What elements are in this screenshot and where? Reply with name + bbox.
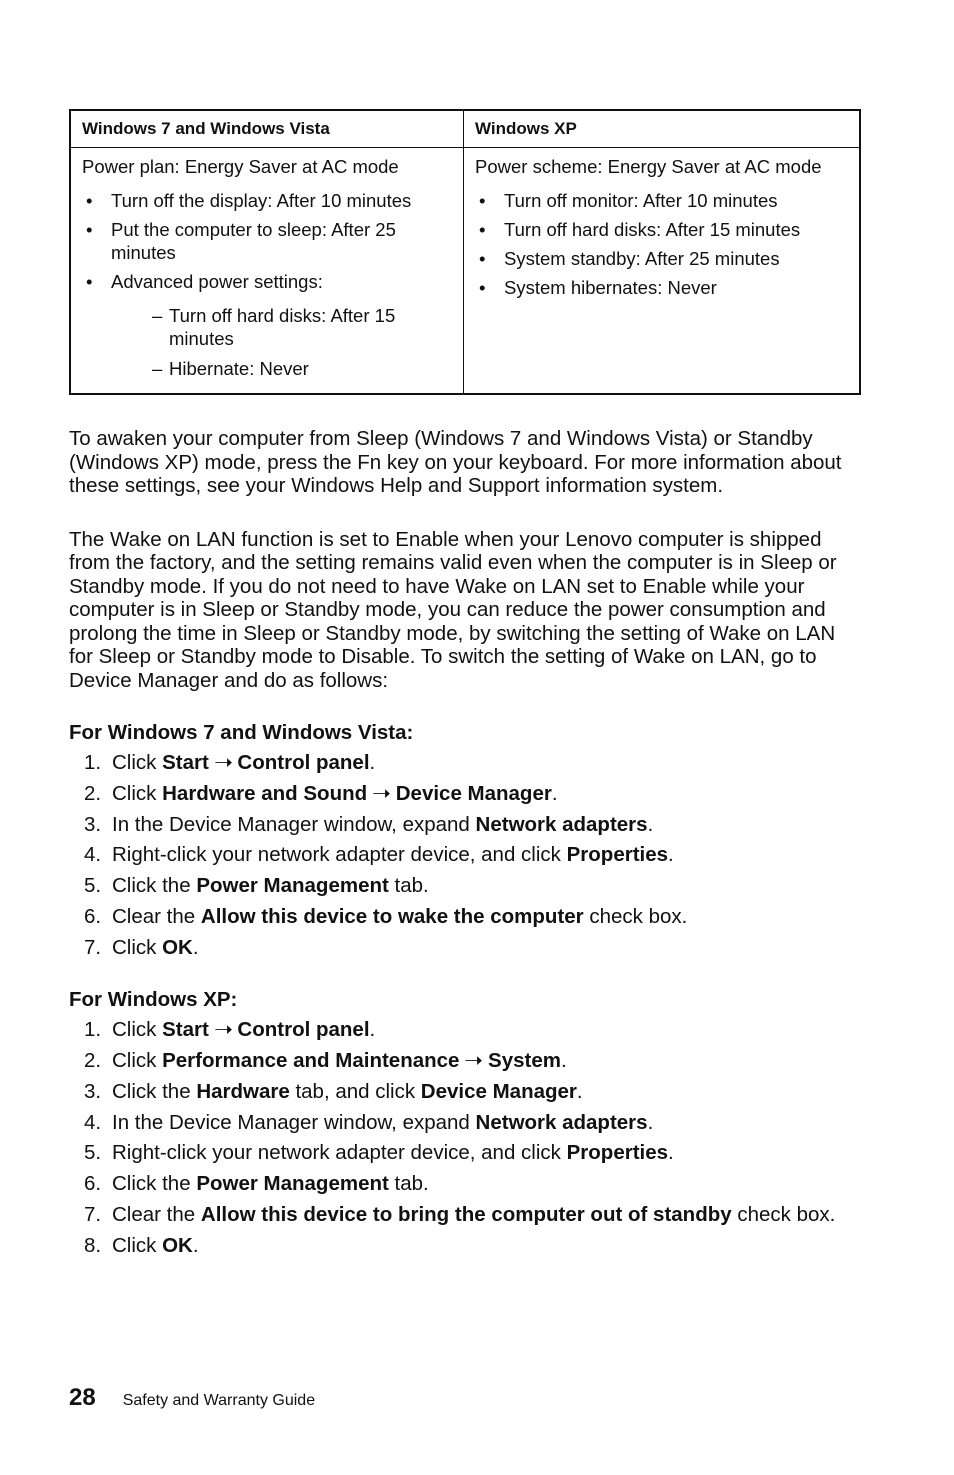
step-text: Click <box>112 1233 163 1257</box>
step-text: tab. <box>388 1172 429 1196</box>
power-scheme-title: Power scheme: Energy Saver at AC mode <box>475 156 822 177</box>
cell-windows-xp <box>464 148 861 395</box>
step-text: . <box>668 843 674 867</box>
step-bold: Power Management <box>196 1172 389 1196</box>
step-number: 4. <box>84 843 102 867</box>
step-text: Click the <box>112 1172 197 1196</box>
step-text: Right-click your network adapter device, and click <box>112 1141 567 1165</box>
power-plan-list <box>82 189 453 380</box>
step-text: Click <box>112 751 163 774</box>
step-bold: Allow this device to bring the computer out of standby <box>200 1203 732 1227</box>
step-number: 5. <box>84 1141 102 1165</box>
step-text: tab, and click <box>289 1079 421 1103</box>
document-title: Safety and Warranty Guide <box>122 1392 316 1409</box>
step-bold: System <box>488 1049 561 1073</box>
step-item <box>69 813 861 837</box>
step-number: 7. <box>84 935 102 959</box>
cell-windows-7-vista <box>70 148 464 395</box>
step-text: . <box>192 1233 199 1257</box>
step-number: 8. <box>84 1233 102 1257</box>
step-number: 6. <box>84 904 102 928</box>
page-content <box>69 109 861 1265</box>
step-text: Click <box>112 1049 163 1073</box>
step-text: In the Device Manager window, expand <box>112 812 476 836</box>
step-bold: Start <box>162 751 209 774</box>
table-row <box>70 148 860 395</box>
step-text: Click <box>112 935 163 959</box>
step-text: check box. <box>731 1203 836 1227</box>
list-item <box>82 270 453 380</box>
step-bold: Hardware and Sound <box>162 781 368 805</box>
list-item: • Turn off the display: After 10 minutes <box>82 189 453 212</box>
step-text: Click the <box>112 1079 197 1103</box>
step-bold: Start <box>162 1018 209 1042</box>
step-bold: Network adapters <box>475 1110 648 1134</box>
step-bold: Control panel <box>237 751 370 774</box>
power-settings-table <box>69 109 861 395</box>
step-text: Clear the <box>112 1203 201 1227</box>
step-text: . <box>560 1049 567 1073</box>
step-bold: Properties <box>566 1141 669 1165</box>
table-header-row <box>70 110 860 148</box>
step-text: . <box>369 1018 376 1042</box>
step-text: . <box>369 751 376 774</box>
step-bold: Hardware <box>196 1079 290 1103</box>
step-item <box>69 782 861 806</box>
awaken-paragraph: To awaken your computer from Sleep (Windows 7 and Windows Vista) or Standby (Windows XP) mode, press the Fn key on your keyboard. For more information about these settings, see your Windows Help and Support information system. <box>69 427 842 497</box>
step-bold: Properties <box>566 843 669 867</box>
list-item-label: Advanced power settings: <box>111 271 323 292</box>
step-item <box>69 1049 861 1073</box>
list-item: • System standby: After 25 minutes <box>475 247 849 270</box>
sub-list-item: – Hibernate: Never <box>111 357 453 380</box>
step-bold: Allow this device to wake the computer <box>200 904 584 928</box>
step-number: 1. <box>84 751 102 774</box>
step-text: Click <box>112 781 163 805</box>
step-bold: Performance and Maintenance <box>162 1049 460 1073</box>
step-bold: Network adapters <box>475 812 648 836</box>
list-item: • Put the computer to sleep: After 25 minutes <box>82 218 453 264</box>
step-item <box>69 1080 861 1104</box>
power-scheme-list <box>475 189 849 299</box>
step-bold: Device Manager <box>395 781 552 805</box>
step-number: 7. <box>84 1203 102 1227</box>
step-number: 1. <box>84 1018 102 1042</box>
step-item <box>69 1141 861 1165</box>
step-item <box>69 905 861 929</box>
step-number: 2. <box>84 781 102 805</box>
section-heading-windows-xp: For Windows XP: <box>69 988 238 1012</box>
step-item <box>69 1203 861 1227</box>
step-item <box>69 874 861 898</box>
page-footer <box>69 1384 315 1412</box>
step-bold: Control panel <box>237 1018 370 1042</box>
step-text: . <box>576 1079 583 1103</box>
list-item: • Turn off monitor: After 10 minutes <box>475 189 849 212</box>
list-item: • System hibernates: Never <box>475 276 849 299</box>
step-text: . <box>551 781 558 805</box>
advanced-settings-list <box>111 304 453 380</box>
step-number: 6. <box>84 1172 102 1196</box>
power-plan-title: Power plan: Energy Saver at AC mode <box>82 156 399 177</box>
arrow-right-icon: ➝ <box>371 781 391 805</box>
list-item: • Turn off hard disks: After 15 minutes <box>475 218 849 241</box>
step-item <box>69 1234 861 1258</box>
header-windows-7-vista: Windows 7 and Windows Vista <box>70 110 464 148</box>
step-number: 3. <box>84 812 102 836</box>
step-text: Clear the <box>112 904 201 928</box>
step-text: . <box>192 935 199 959</box>
step-text: . <box>668 1141 674 1165</box>
step-text: check box. <box>583 904 688 928</box>
step-text: tab. <box>388 874 429 898</box>
arrow-right-icon: ➝ <box>213 751 233 774</box>
step-text: Right-click your network adapter device, and click <box>112 843 567 867</box>
step-text: . <box>647 812 654 836</box>
sub-list-item: – Turn off hard disks: After 15 minutes <box>111 304 453 350</box>
step-bold: OK <box>162 1233 193 1257</box>
step-item <box>69 751 861 775</box>
step-text: Click the <box>112 874 197 898</box>
steps-windows-xp <box>69 1018 861 1257</box>
step-item <box>69 1018 861 1042</box>
step-number: 5. <box>84 874 102 898</box>
step-number: 3. <box>84 1079 102 1103</box>
arrow-right-icon: ➝ <box>213 1018 233 1042</box>
arrow-right-icon: ➝ <box>464 1049 484 1073</box>
step-number: 2. <box>84 1049 102 1073</box>
step-item <box>69 843 861 867</box>
step-number: 4. <box>84 1110 102 1134</box>
section-heading-windows-7-vista: For Windows 7 and Windows Vista: <box>69 721 414 744</box>
step-bold: Power Management <box>196 874 389 898</box>
step-item <box>69 1111 861 1135</box>
step-item <box>69 936 861 960</box>
step-text: . <box>647 1110 654 1134</box>
steps-windows-7-vista <box>69 751 861 959</box>
step-text: In the Device Manager window, expand <box>112 1110 476 1134</box>
wake-on-lan-paragraph: The Wake on LAN function is set to Enable when your Lenovo computer is shipped from the factory, and the setting remains valid even when the computer is in Sleep or Standby mode. If you do not need to have Wake on LAN set to Enable while your computer is in Sleep or Standby mode, you can reduce the power consumption and prolong the time in Sleep or Standby mode, by switching the setting of Wake on LAN for Sleep or Standby mode to Disable. To switch the setting of Wake on LAN, go to Device Manager and do as follows: <box>69 527 837 692</box>
step-bold: Device Manager <box>420 1079 577 1103</box>
header-windows-xp: Windows XP <box>464 110 861 148</box>
page-number: 28 <box>69 1384 96 1411</box>
step-bold: OK <box>162 935 193 959</box>
step-text: Click <box>112 1018 163 1042</box>
step-item <box>69 1172 861 1196</box>
